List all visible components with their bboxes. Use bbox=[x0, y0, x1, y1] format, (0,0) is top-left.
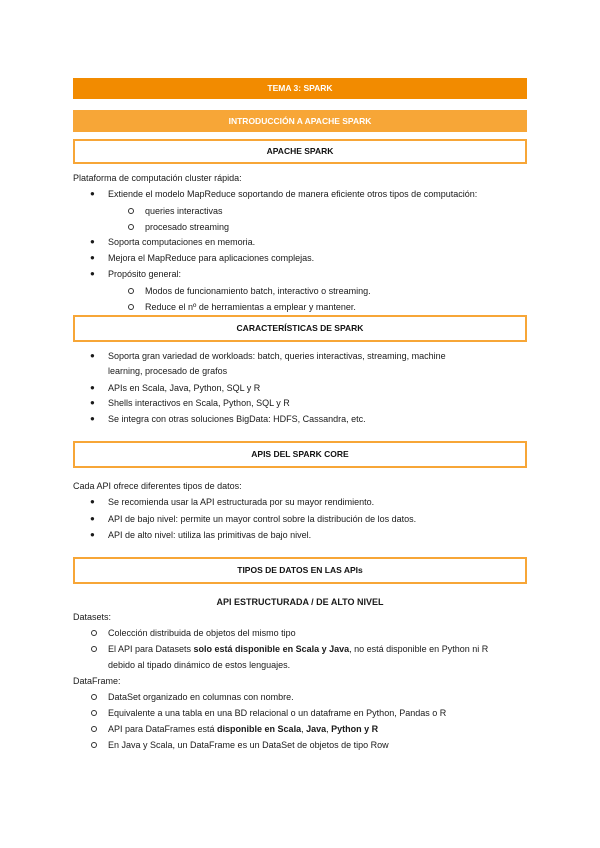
circle-bullet-icon bbox=[128, 304, 134, 310]
bullet-icon: ● bbox=[90, 530, 95, 539]
bullet-icon: ● bbox=[90, 351, 95, 360]
apache-bullet-2: Soporta computaciones en memoria. bbox=[108, 237, 256, 247]
dataframe-item-1: DataSet organizado en columnas con nombre. bbox=[108, 692, 294, 702]
caract-bullet-1-line-2: learning, procesado de grafos bbox=[108, 366, 228, 376]
caract-bullet-4: Se integra con otras soluciones BigData: HDFS, Cassandra, etc. bbox=[108, 414, 366, 424]
circle-bullet-icon bbox=[91, 726, 97, 732]
section-tipos-datos: TIPOS DE DATOS EN LAS APIs bbox=[73, 557, 527, 584]
circle-bullet-icon bbox=[91, 694, 97, 700]
caract-bullet-1-line-1: Soporta gran variedad de workloads: batch, queries interactivas, streaming, machine bbox=[108, 351, 446, 361]
apache-sub-4: Reduce el nº de herramientas a emplear y mantener. bbox=[145, 302, 356, 312]
bullet-icon: ● bbox=[90, 383, 95, 392]
dataframe-item-4: En Java y Scala, un DataFrame es un DataSet de objetos de tipo Row bbox=[108, 740, 389, 750]
dataframe-item-3: API para DataFrames está disponible en Scala, Java, Python y R bbox=[108, 724, 379, 734]
circle-bullet-icon bbox=[91, 630, 97, 636]
bullet-icon: ● bbox=[90, 189, 95, 198]
datasets-item-1: Colección distribuida de objetos del mismo tipo bbox=[108, 628, 296, 638]
apis-bullet-1: Se recomienda usar la API estructurada por su mayor rendimiento. bbox=[108, 497, 375, 507]
apache-intro: Plataforma de computación cluster rápida: bbox=[73, 173, 242, 183]
circle-bullet-icon bbox=[91, 742, 97, 748]
apache-sub-2: procesado streaming bbox=[145, 222, 230, 232]
apache-bullet-4: Propósito general: bbox=[108, 269, 182, 279]
bullet-icon: ● bbox=[90, 253, 95, 262]
dataframe-label: DataFrame: bbox=[73, 676, 121, 686]
caract-bullet-3: Shells interactivos en Scala, Python, SQL y R bbox=[108, 398, 290, 408]
bullet-icon: ● bbox=[90, 398, 95, 407]
datasets-item-2-line-2: debido al tipado dinámico de estos lenguajes. bbox=[108, 660, 291, 670]
bullet-icon: ● bbox=[90, 514, 95, 523]
apis-intro: Cada API ofrece diferentes tipos de datos: bbox=[73, 481, 242, 491]
dataframe-item-2: Equivalente a una tabla en una BD relacional o un dataframe en Python, Pandas o R bbox=[108, 708, 447, 718]
circle-bullet-icon bbox=[128, 208, 134, 214]
tema-header: TEMA 3: SPARK bbox=[73, 78, 527, 99]
datasets-item-2: El API para Datasets solo está disponible en Scala y Java, no está disponible en Python ni R bbox=[108, 644, 489, 654]
apis-bullet-2: API de bajo nivel: permite un mayor control sobre la distribución de los datos. bbox=[108, 514, 417, 524]
datasets-label: Datasets: bbox=[73, 612, 112, 622]
circle-bullet-icon bbox=[91, 710, 97, 716]
apache-sub-1: queries interactivas bbox=[145, 206, 223, 216]
circle-bullet-icon bbox=[128, 224, 134, 230]
caract-bullet-2: APIs en Scala, Java, Python, SQL y R bbox=[108, 383, 261, 393]
apache-bullet-3: Mejora el MapReduce para aplicaciones complejas. bbox=[108, 253, 315, 263]
bullet-icon: ● bbox=[90, 497, 95, 506]
api-estructurada-subtitle: API ESTRUCTURADA / DE ALTO NIVEL bbox=[216, 597, 384, 607]
intro-header: INTRODUCCIÓN A APACHE SPARK bbox=[73, 110, 527, 132]
apis-bullet-3: API de alto nivel: utiliza las primitivas de bajo nivel. bbox=[108, 530, 312, 540]
section-apache-spark: APACHE SPARK bbox=[73, 139, 527, 164]
apache-sub-3: Modos de funcionamiento batch, interactivo o streaming. bbox=[145, 286, 371, 296]
circle-bullet-icon bbox=[91, 646, 97, 652]
apache-bullet-1: Extiende el modelo MapReduce soportando de manera eficiente otros tipos de computación: bbox=[108, 189, 478, 199]
section-apis-core: APIS DEL SPARK CORE bbox=[73, 441, 527, 468]
circle-bullet-icon bbox=[128, 288, 134, 294]
bullet-icon: ● bbox=[90, 269, 95, 278]
bullet-icon: ● bbox=[90, 237, 95, 246]
bullet-icon: ● bbox=[90, 414, 95, 423]
section-caracteristicas: CARACTERÍSTICAS DE SPARK bbox=[73, 315, 527, 342]
